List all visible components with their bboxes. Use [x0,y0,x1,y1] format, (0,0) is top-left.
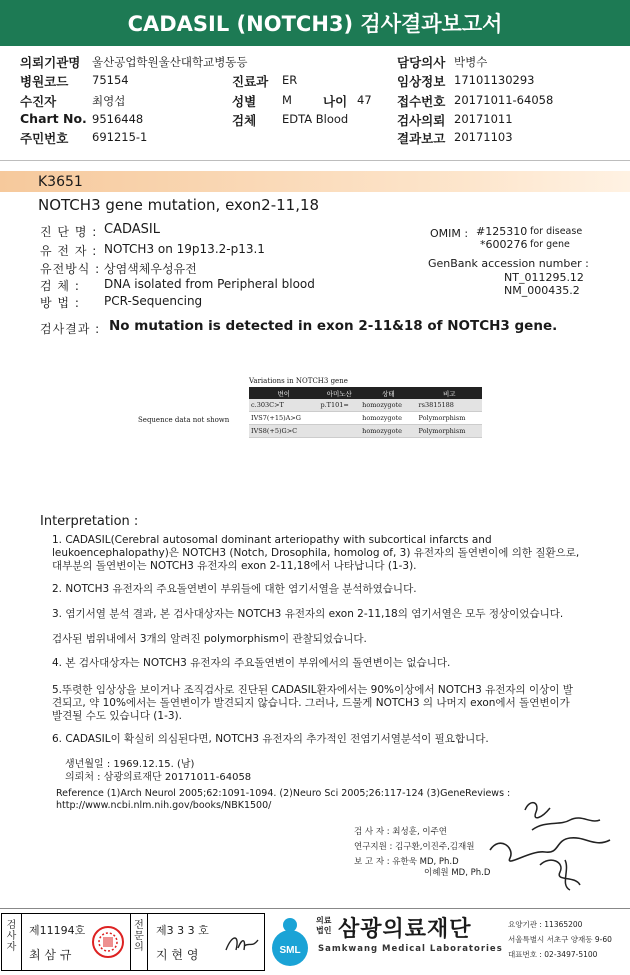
report-date-value: 20171103 [454,130,513,144]
interpretation-item-6: 6. CADASIL이 확실히 의심된다면, NOTCH3 유전자의 추가적인 전염기서열분석이 필요합니다. [52,733,489,745]
dept-label: 진료과 [232,74,269,89]
seal-stamp-icon [90,924,126,960]
age-label: 나이 [323,94,348,109]
doctor-label: 담당의사 [397,55,446,70]
pathologist-signature [222,928,260,958]
result-value: No mutation is detected in exon 2-11&18 of NOTCH3 gene. [109,318,558,334]
chart-no-value: 9516448 [92,112,144,126]
clinical-info-label: 임상정보 [397,74,446,89]
interpretation-item-2: 2. NOTCH3 유전자의 주요돌연변이 부위들에 대한 염기서열을 분석하였습니다. [52,583,417,595]
hospital-code-value: 75154 [92,73,129,87]
cell: p.T101= [318,399,360,412]
report-title: CADASIL (NOTCH3) 검사결과보고서 [0,0,630,46]
institution-value: 울산공업학원울산대학교병동등 [92,55,248,69]
inspector-no: 제11194호 [29,924,86,937]
report-date-label: 결과보고 [397,131,446,146]
test-code-band [0,171,630,192]
specimen-detail-value: DNA isolated from Peripheral blood [104,277,315,291]
chart-no-label: Chart No. [20,111,87,126]
interpretation-item-1: 1. CADASIL(Cerebral autosomal dominant arteriopathy with subcortical infarcts and leukoencephalopathy)은 NOTCH3 (Notch, Drosophila, homolog of, 3) 유전자의 돌연변이에 의한 질환으로, 대부분의 돌연변이는 NOTCH3 유전자의 exon 2-11,18에서 나타납니다 (1-3). [52,534,580,572]
institution-label: 의뢰기관명 [20,55,81,70]
divider [0,908,630,909]
hospital-code-label: 병원코드 [20,74,69,89]
pathologist-label: 전문의 [130,914,148,970]
resident-no-label: 주민번호 [20,131,69,146]
interpretation-item-3b: 검사된 범위내에서 3개의 알려진 polymorphism이 관찰되었습니다. [52,633,367,645]
brand-prefix-2: 법인 [316,926,332,935]
cell: homozygote [360,399,416,412]
gene-value: NOTCH3 on 19p13.2-p13.1 [104,242,265,256]
brand-name: 삼광의료재단 [338,917,472,942]
inheritance-value: 상염색체우성유전 [104,262,197,276]
method-label: 방 법 : [40,296,80,310]
cell [318,425,360,438]
col-note: 비고 [417,387,483,399]
dept-value: ER [282,73,298,87]
cell: IVS8(+5)G>C [249,425,318,438]
reporter-2: 이혜원 MD, Ph.D [424,868,491,878]
patient-label: 수진자 [20,94,57,109]
specimen-detail-label: 검 체 : [40,279,80,293]
age-value: 47 [357,93,372,107]
method-value: PCR-Sequencing [104,294,203,308]
omim-label: OMIM : [430,227,469,240]
omim-gene-no: *600276 [480,238,528,251]
clinical-info-value: 17101130293 [454,73,535,87]
table-row [249,412,482,425]
cell: Polymorphism [417,425,483,438]
reference: Reference (1)Arch Neurol 2005;62:1091-1094. (2)Neuro Sci 2005;26:117-124 (3)GeneReviews : http://www.ncbi.nlm.nih.gov/books/NBK1500/ [56,788,511,811]
pathologist-name: 지 현 영 [156,948,199,962]
col-variant: 변이 [249,387,318,399]
receipt-no-value: 20171011-64058 [454,93,554,107]
divider [0,160,630,161]
interpretation-item-5: 5.뚜렷한 임상상을 보이거나 조직검사로 진단된 CADASIL환자에서는 90%이상에서 NOTCH3 유전자의 이상이 발견되고, 약 10%에서는 돌연변이가 발견되지 않습니다. 그러나, 드물게 NOTCH3 의 나머지 exon에서 돌연변이가 발견될 수도 있습니다 (1-3). [52,684,573,722]
certificate-box [1,913,265,971]
cell: homozygote [360,412,416,425]
request-info [65,758,251,784]
genbank-nt: NT_011295.12 [504,271,584,284]
result-label: 검사결과 : [40,322,101,336]
pathologist-no: 제3 3 3 호 [156,924,209,937]
reporter: 보 고 자 : 유한욱 MD, Ph.D [354,857,459,867]
sex-label: 성별 [232,94,257,109]
test-code: K3651 [38,174,83,190]
sequence-note: Sequence data not shown [138,416,230,424]
variations-table [249,387,482,438]
contact-2: 서울특별시 서초구 양재동 9-60 [508,935,612,944]
col-status: 상태 [360,387,416,399]
sml-logo-icon [268,915,312,967]
gene-label: 유 전 자 : [40,244,98,258]
table-row [249,425,482,438]
sex-value: M [282,93,292,107]
inspector-name: 최 삼 규 [29,948,72,962]
specimen-label: 검체 [232,113,257,128]
brand-prefix [316,916,331,936]
contact-1: 요양기관 : 11365200 [508,920,583,929]
brand-prefix-1: 의료 [316,916,332,925]
cell: c.303C>T [249,399,318,412]
patient-value: 최영섭 [92,94,126,108]
specimen-value: EDTA Blood [282,112,349,126]
brand-english: Samkwang Medical Laboratories [318,944,503,954]
genbank-nm: NM_000435.2 [504,284,580,297]
omim-gene-text: for gene [530,239,570,250]
tester: 검 사 자 : 최성훈, 이주연 [354,827,447,837]
cell: homozygote [360,425,416,438]
test-name: NOTCH3 gene mutation, exon2-11,18 [38,196,320,214]
handwritten-signatures [470,790,620,895]
request-date-label: 검사의뢰 [397,113,446,128]
col-amino-acid: 아미노산 [318,387,360,399]
omim-disease-text: for disease [530,226,583,237]
birth-line: 생년월일 : 1969.12.15. (남) [65,759,195,770]
table-header-row [249,387,482,399]
interpretation-item-3: 3. 염기서열 분석 결과, 본 검사대상자는 NOTCH3 유전자의 exon 2-11,18의 염기서열은 모두 정상이었습니다. [52,608,564,620]
cell: Polymorphism [417,412,483,425]
sml-logo-text: SML [279,945,301,956]
cell: IVS7(+15)A>G [249,412,318,425]
cell: rs3815188 [417,399,483,412]
request-date-value: 20171011 [454,112,513,126]
resident-no-value: 691215-1 [92,130,148,144]
genbank-label: GenBank accession number : [428,257,589,270]
inheritance-label: 유전방식 : [40,262,101,276]
omim-disease-no: #125310 [476,225,528,238]
interpretation-heading: Interpretation : [40,514,139,529]
researchers: 연구지원 : 김구환,이진주,김재원 [354,842,475,852]
variations-caption: Variations in NOTCH3 gene [249,377,348,385]
inspector-label: 검사자 [2,914,22,970]
request-line: 의뢰처 : 삼광의료재단 20171011-64058 [65,772,252,783]
cell [318,412,360,425]
receipt-no-label: 접수번호 [397,94,446,109]
table-row [249,399,482,412]
diagnosis-label: 진 단 명 : [40,225,98,239]
doctor-value: 박병수 [454,55,488,69]
diagnosis-value: CADASIL [104,222,160,237]
contact-3: 대표번호 : 02-3497-5100 [508,950,598,959]
interpretation-item-4: 4. 본 검사대상자는 NOTCH3 유전자의 주요돌연변이 부위에서의 돌연변이는 없습니다. [52,657,451,669]
